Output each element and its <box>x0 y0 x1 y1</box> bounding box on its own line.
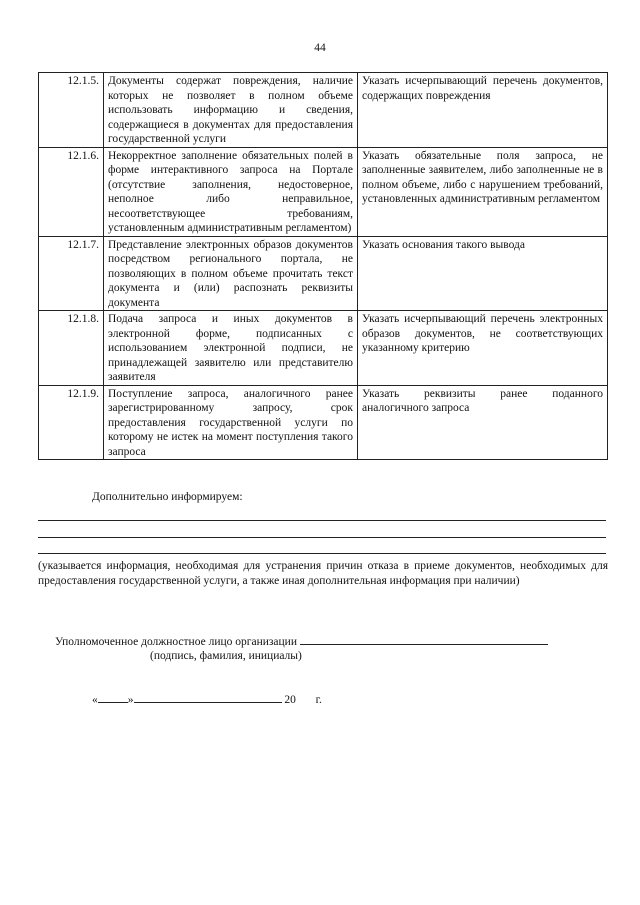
day-line <box>98 692 128 703</box>
reason-number: 12.1.6. <box>39 147 104 236</box>
reason-description: Представление электронных образов документов посредством регионального портала, не позволяющих в полном объеме прочитать текст документа и (или) распознать реквизиты документа <box>104 236 358 311</box>
reason-description: Поступление запроса, аналогичного ранее зарегистрированному запросу, срок предоставления государственной услуги по которому не истек на момент поступления такого запроса <box>104 385 358 460</box>
month-line <box>134 692 282 703</box>
reason-number: 12.1.9. <box>39 385 104 460</box>
reason-instruction: Указать основания такого вывода <box>358 236 608 311</box>
reason-number: 12.1.5. <box>39 73 104 148</box>
table-row <box>39 385 608 460</box>
reason-instruction: Указать реквизиты ранее поданного аналогичного запроса <box>358 385 608 460</box>
reason-number: 12.1.7. <box>39 236 104 311</box>
additional-info-line <box>38 537 606 538</box>
reason-description: Подача запроса и иных документов в электронной форме, подписанных с использованием электронной подписи, не принадлежащей заявителю или представителю заявителя <box>104 311 358 386</box>
date-year-prefix: 20 <box>284 694 296 706</box>
reason-instruction: Указать обязательные поля запроса, не заполненные заявителем, либо заполненные не в полном объеме, либо с нарушением требований, установленных административным регламентом <box>358 147 608 236</box>
additional-info-line <box>38 553 606 554</box>
table-row <box>39 147 608 236</box>
table-row <box>39 73 608 148</box>
additional-info-note: (указывается информация, необходимая для устранения причин отказа в приеме документов, необходимых для предоставления государственной услуги, а также иная дополнительная информация при наличии) <box>38 560 608 587</box>
reason-description: Документы содержат повреждения, наличие которых не позволяет в полном объеме использовать информацию и сведения, содержащиеся в документах для предоставления государственной услуги <box>104 73 358 148</box>
reason-instruction: Указать исчерпывающий перечень документов, содержащих повреждения <box>358 73 608 148</box>
reason-description: Некорректное заполнение обязательных полей в форме интерактивного запроса на Портале (отсутствие заполнения, недостоверное, неполное либо неправильное, несоответствующее требованиям, установленным административным регламентом) <box>104 147 358 236</box>
reason-number: 12.1.8. <box>39 311 104 386</box>
official-signature-row <box>55 634 548 648</box>
signature-hint: (подпись, фамилия, инициалы) <box>150 650 302 662</box>
additional-info-line <box>38 520 606 521</box>
date-close-quote: » <box>127 694 134 706</box>
table-row <box>39 236 608 311</box>
date-open-quote: « <box>92 694 98 706</box>
page-number: 44 <box>314 42 326 54</box>
additional-info-label: Дополнительно информируем: <box>92 491 243 503</box>
date-year-suffix: г. <box>315 694 322 706</box>
official-label: Уполномоченное должностное лицо организации <box>55 636 297 648</box>
reason-instruction: Указать исчерпывающий перечень электронных образов документов, не соответствующих указанному критерию <box>358 311 608 386</box>
table-row <box>39 311 608 386</box>
date-row <box>92 692 322 706</box>
refusal-reasons-table <box>38 72 608 460</box>
signature-line <box>300 634 548 645</box>
